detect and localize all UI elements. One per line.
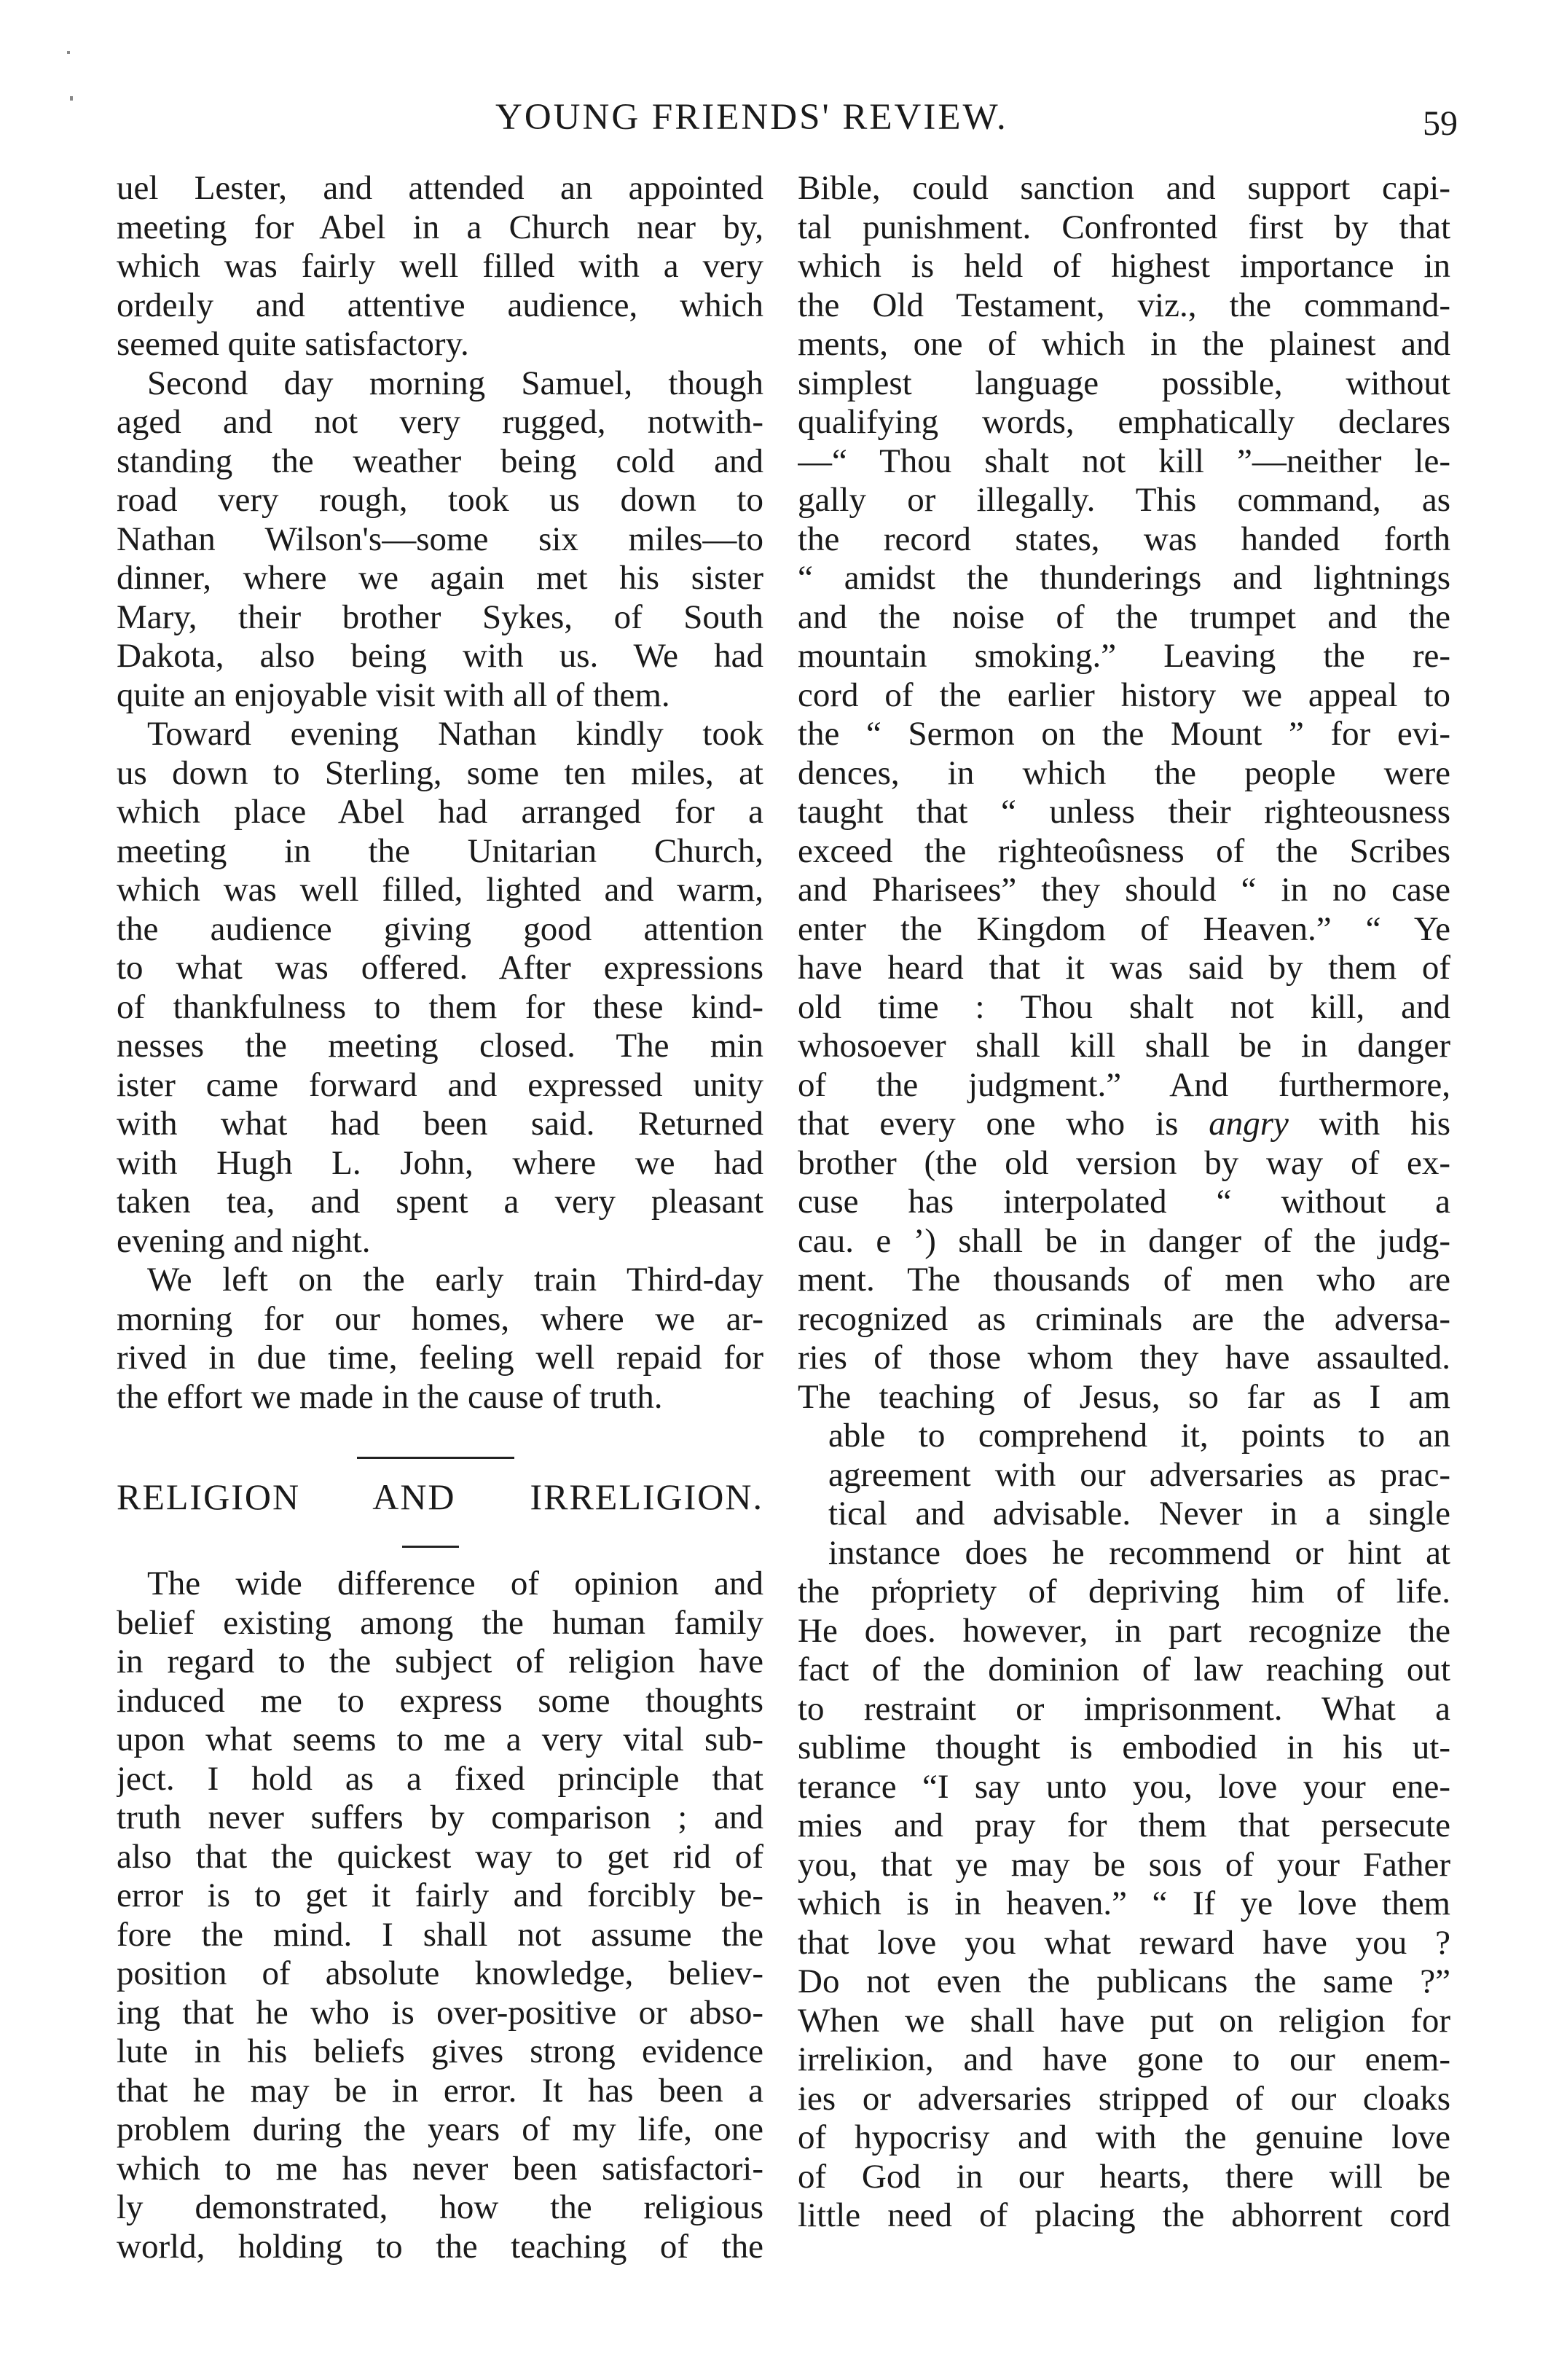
text-line: have heard that it was said by them of <box>798 949 1450 987</box>
text-line: The wide difference of opinion and <box>147 1565 763 1602</box>
text-line: qualifying words, emphatically declares <box>798 403 1450 441</box>
text-line: the effort we made in the cause of truth. <box>117 1377 663 1416</box>
text-line: taken tea, and spent a very pleasant <box>117 1183 763 1221</box>
text-line: The teaching of Jesus, so far as I am <box>798 1377 1450 1416</box>
text-line: lute in his beliefs gives strong evidence <box>117 2032 763 2070</box>
text-line: When we shall have put on religion for <box>798 2001 1450 2040</box>
text-line: Dakota, also being with us. We had <box>117 637 763 675</box>
text-line: the “ Sermon on the Mount ” for evi- <box>798 715 1450 753</box>
text-line: mies and pray for them that persecute <box>798 1806 1450 1844</box>
text-line: which is held of highest importance in <box>798 247 1450 285</box>
text-line: standing the weather being cold and <box>117 442 763 480</box>
text-line: uel Lester, and attended an appointed <box>117 169 763 207</box>
text-line: the Old Testament, viz., the command- <box>798 286 1450 324</box>
text-line: dinner, where we again met his sister <box>117 559 763 597</box>
text-line: recognized as criminals are the adversa- <box>798 1299 1450 1338</box>
text-line: exceed the righteoûsness of the Scribes <box>798 831 1450 870</box>
page-number: 59 <box>1423 104 1458 143</box>
text-line: induced me to express some thoughts <box>117 1681 763 1720</box>
text-line: with what had been said. Returned <box>117 1105 763 1143</box>
left-column-block-2 <box>117 1565 763 2266</box>
emphasis: angry <box>1209 1105 1289 1143</box>
text-line: and Pharisees” they should “ in no case <box>798 871 1450 909</box>
text-line: truth never suffers by comparison ; and <box>117 1798 763 1836</box>
text-line: Toward evening Nathan kindly took <box>147 715 763 753</box>
text-line: that every one who is angry with his <box>798 1105 1450 1143</box>
margin-mark <box>70 96 73 101</box>
margin-mark <box>67 51 70 54</box>
section-title: RELIGION AND IRRELIGION. <box>117 1476 763 1517</box>
text-line: agreement with our adversaries as prac- <box>828 1455 1450 1494</box>
running-header <box>0 96 1567 147</box>
text-line: ment. The thousands of men who are <box>798 1261 1450 1299</box>
text-line: problem during the years of my life, one <box>117 2110 763 2148</box>
text-line: nesses the meeting closed. The min <box>117 1027 763 1065</box>
text-line: brother (the old version by way of ex- <box>798 1143 1450 1182</box>
text-line: of God in our hearts, there will be <box>798 2157 1450 2196</box>
text-line: He does. however, in part recognize the <box>798 1611 1450 1650</box>
text-line: seemed quite satisfactory. <box>117 325 469 363</box>
text-line: quite an enjoyable visit with all of them. <box>117 676 670 714</box>
text-line: meeting for Abel in a Church near by, <box>117 208 763 246</box>
text-line: error is to get it fairly and forcibly be- <box>117 1876 763 1914</box>
text-line: with Hugh L. John, where we had <box>117 1143 763 1182</box>
text-line: gally or illegally. This command, as <box>798 481 1450 519</box>
text-line: dences, in which the people were <box>798 753 1450 792</box>
text-line: which to me has never been satisfactori- <box>117 2149 763 2188</box>
left-column <box>117 169 763 2266</box>
text-line: ordeıly and attentive audience, which <box>117 286 763 324</box>
section-divider <box>357 1457 514 1459</box>
text-line: which was fairly well filled with a very <box>117 247 763 285</box>
text-line: evening and night. <box>117 1221 371 1260</box>
text-line: belief existing among the human family <box>117 1603 763 1642</box>
text-line: ies or adversaries stripped of our cloaks <box>798 2079 1450 2118</box>
text-line: road very rough, took us down to <box>117 481 763 519</box>
text-line: rived in due time, feeling well repaid for <box>117 1339 763 1377</box>
text-line: ly demonstrated, how the religious <box>117 2188 763 2226</box>
text-line: which was well filled, lighted and warm, <box>117 871 763 909</box>
text-line: ing that he who is over-positive or abso- <box>117 1993 763 2032</box>
text-line: us down to Sterling, some ten miles, at <box>117 753 763 792</box>
right-column <box>798 169 1450 2236</box>
text-line: aged and not very rugged, notwith- <box>117 403 763 441</box>
text-line: Nathan Wilson's—some six miles—to <box>117 520 763 558</box>
text-line: cord of the earlier history we appeal to <box>798 676 1450 714</box>
text-line: mountain smoking.” Leaving the re- <box>798 637 1450 675</box>
text-line: which is in heaven.” “ If ye love them <box>798 1884 1450 1922</box>
text-line: morning for our homes, where we ar- <box>117 1299 763 1338</box>
text-line: instance does he recommend or hint at <box>828 1533 1450 1572</box>
text-line: ister came forward and expressed unity <box>117 1065 763 1104</box>
text-line: ject. I hold as a fixed principle that <box>117 1759 763 1798</box>
text-line: taught that “ unless their righteousness <box>798 793 1450 831</box>
text-line: to what was offered. After expressions <box>117 949 763 987</box>
text-line: cuse has interpolated “ without a <box>798 1183 1450 1221</box>
text-line: that love you what reward have you ? <box>798 1923 1450 1962</box>
text-line: which place Abel had arranged for a <box>117 793 763 831</box>
text-line: and the noise of the trumpet and the <box>798 598 1450 636</box>
text-line: position of absolute knowledge, believ- <box>117 1954 763 1992</box>
text-line: ries of those whom they have assaulted. <box>798 1339 1450 1377</box>
text-line: fore the mind. I shall not assume the <box>117 1915 763 1954</box>
left-column-block-1 <box>117 169 763 1417</box>
text-line: little need of placing the abhorrent cord <box>798 2196 1450 2234</box>
text-line: tical and advisable. Never in a single <box>828 1495 1450 1532</box>
text-line: terance “I say unto you, love your ene- <box>798 1767 1450 1806</box>
text-line: —“ Thou shalt not kill ”—neither le- <box>798 442 1450 480</box>
text-line: the audience giving good attention <box>117 909 763 948</box>
text-line: also that the quickest way to get rid of <box>117 1837 763 1876</box>
text-line: enter the Kingdom of Heaven.” “ Ye <box>798 909 1450 948</box>
text-line: whosoever shall kill shall be in danger <box>798 1027 1450 1065</box>
text-line: the record states, was handed forth <box>798 520 1450 558</box>
text-line: simplest language possible, without <box>798 364 1450 402</box>
text-line: tal punishment. Confronted first by that <box>798 208 1450 246</box>
title-rule <box>402 1546 459 1548</box>
text-line: in regard to the subject of religion have <box>117 1643 763 1680</box>
text-line: Do not even the publicans the same ?” <box>798 1962 1450 2000</box>
text-line: Bible, could sanction and support capi- <box>798 169 1450 207</box>
text-line: old time : Thou shalt not kill, and <box>798 987 1450 1026</box>
text-line: sublime thought is embodied in his ut- <box>798 1729 1450 1766</box>
text-line: of the judgment.” And furthermore, <box>798 1065 1450 1104</box>
text-line: of thankfulness to them for these kind- <box>117 987 763 1026</box>
text-line: upon what seems to me a very vital sub- <box>117 1721 763 1758</box>
running-title: YOUNG FRIENDS' REVIEW. <box>495 97 1008 138</box>
text-line: irreliĸion, and have gone to our enem- <box>798 2040 1450 2078</box>
text-line: “ amidst the thunderings and lightnings <box>798 559 1450 597</box>
text-line: world, holding to the teaching of the <box>117 2227 763 2266</box>
text-line: cau. e ’) shall be in danger of the judg- <box>798 1221 1450 1260</box>
text-line: Mary, their brother Sykes, of South <box>117 598 763 636</box>
text-line: able to comprehend it, points to an <box>828 1417 1450 1455</box>
text-line: fact of the dominion of law reaching out <box>798 1651 1450 1688</box>
text-line: to restraint or imprisonment. What a <box>798 1689 1450 1728</box>
text-line: We left on the early train Third-day <box>147 1261 763 1299</box>
text-line: you, that ye may be soıs of your Father <box>798 1845 1450 1884</box>
text-line: ments, one of which in the plainest and <box>798 325 1450 363</box>
text-line: Second day morning Samuel, though <box>147 364 763 402</box>
text-line: of hypocrisy and with the genuine love <box>798 2118 1450 2156</box>
text-line: the pr̒opriety of depriving him of life. <box>798 1573 1450 1610</box>
text-line: meeting in the Unitarian Church, <box>117 831 763 870</box>
text-line: that he may be in error. It has been a <box>117 2071 763 2110</box>
right-column-text <box>798 169 1450 2236</box>
